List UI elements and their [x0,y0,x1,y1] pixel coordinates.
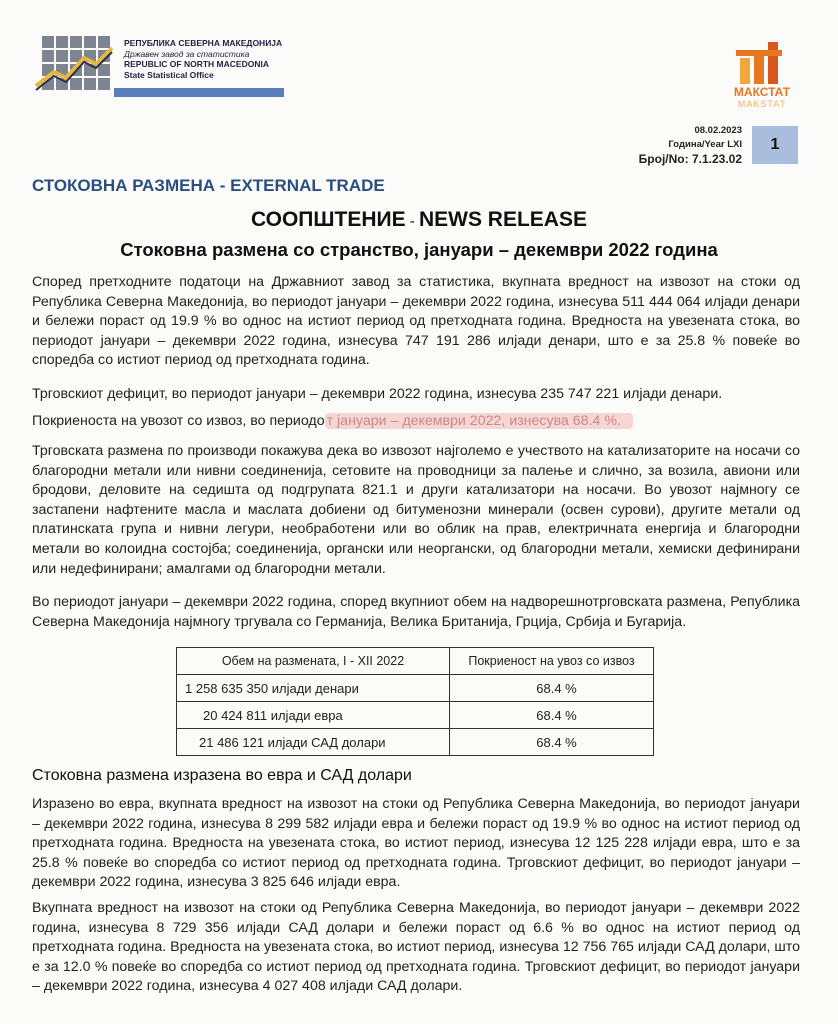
release-subtitle: Стоковна размена со странство, јануари – декември 2022 година [120,239,718,260]
table-cell-volume: 21 486 121 илјади САД долари [177,729,450,756]
table-cell-coverage: 68.4 % [450,729,654,756]
table-cell-volume: 20 424 811 илјади евра [177,702,450,729]
paragraph-usd: Вкупната вредност на извозот на стоки од Република Северна Македонија, во периодот јануари – декември 2022 година, изнесува 8 729 356 илјади САД долари и бележи пораст од 6.6 % во однос на истиот период од претходната година. Вредноста на увезената стока, во истиот период, изнесува 12 756 765 илјади САД долари, што е за 12.0 % повеќе во споредба со истиот период од претходната година. Трговскиот дефицит, во периодот јануари – декември 2022 година, изнесува 4 027 408 илјади САД долари. [32,900,800,995]
office-line-1: РЕПУБЛИКА СЕВЕРНА МАКЕДОНИЈА [124,38,283,48]
release-meta [639,124,742,166]
table-cell-coverage: 68.4 % [450,702,654,729]
state-statistical-office-logo [34,34,114,96]
paragraph-export-import: Според претходните податоци на Државниот завод за статистика, вкупната вредност на извозот на стоки од Република Северна Македонија, во периодот јануари – декември 2022 година, изнесува 511 444 064 илјади денари и бележи пораст од 19.9 % во однос на истиот период од претходната година. Вредноста на увезената стока, во периодот јануари – декември 2022 година, изнесува 747 191 286 илјади денари, што е за 25.8 % повеќе во споредба со истиот период од претходната година. [32,274,800,369]
table-cell-volume: 1 258 635 350 илјади денари [177,675,450,702]
table-header-coverage: Покриеност на увоз со извоз [450,648,654,675]
section-title: СТОКОВНА РАЗМЕНА - EXTERNAL TRADE [32,176,385,195]
paragraph-coverage [32,412,800,432]
page-number-badge: 1 [752,126,798,164]
paragraph-products: Трговската размена по производи покажува дека во извозот најголемо е учеството на катализаторите на носачи со благородни метали или нивни соединенија, сетовите на проводници за палење и слично, за возила, авиони или бродови, деловите на седишта од подгрупата 821.1 и други катализатори на носачи. Во увозот најмногу се застапени нафтените масла и маслата добиени од битуменозни минерали (освен сурови), другите метали од платинската група и нивни легури, необработени или во облик на прав, електричната енергија и благородни метали во колоидна состојба; соединенија, органски или неоргански, од благородни метали, хемиски дефинирани или недефинирани; амалгами од благородни метали. [32,443,800,577]
table-header-row [177,648,654,675]
coverage-text: Покриеноста на увозот со извоз, во периодо [32,413,325,429]
paragraph-partners: Во периодот јануари – декември 2022 година, според вкупниот обем на надворешнотрговската размена, Република Северна Македонија најмногу тргувала со Германија, Велика Британија, Грција, Србија и Бугарија. [32,594,800,630]
table-row [177,675,654,702]
header-rule [114,88,284,97]
release-date: 08.02.2023 [694,125,742,136]
paragraph-euro: Изразено во евра, вкупната вредност на извозот на стоки од Република Северна Македонија, во периодот јануари – декември 2022 година, изнесува 8 299 582 илјади евра и бележи пораст од 19.9 % во однос на истиот период од претходната година. Вредноста на увезената стока, во истиот период, изнесува 12 125 228 илјади евра, што е за 25.8 % повеќе во споредба со истиот период од претходната година. Трговскиот дефицит, во периодот јануари – декември 2022 година, изнесува 3 825 646 илјади евра. [32,796,800,891]
makstat-brand-sub: MAKSTAT [737,99,787,109]
table-row [177,702,654,729]
office-name-block [124,38,282,80]
office-line-3: REPUBLIC OF NORTH MACEDONIA [124,59,269,69]
coverage-highlight: т јануари – декември 2022, изнесува 68.4 %. [325,413,633,429]
news-title-separator: - [405,213,419,230]
table-header-volume: Обем на размената, I - XII 2022 [177,648,450,675]
makstat-brand-name: МАКСТАТ [733,85,791,99]
news-release-title [0,208,838,232]
news-title-mk: СООПШТЕНИЕ [251,208,406,231]
release-year: Година/Year LXI [668,139,742,150]
office-line-2: Државен завод за статистика [124,48,250,59]
section2-heading: Стоковна размена изразена во евра и САД долари [32,767,412,784]
table-row [177,729,654,756]
paragraph-trade-deficit: Трговскиот дефицит, во периодот јануари – декември 2022 година, изнесува 235 747 221 илјади денари. [32,386,723,402]
news-title-en: NEWS RELEASE [418,208,587,231]
trade-volume-table [176,647,654,756]
office-line-4: State Statistical Office [124,69,214,80]
table-cell-coverage: 68.4 % [450,675,654,702]
release-number: Број/No: 7.1.23.02 [638,152,742,166]
